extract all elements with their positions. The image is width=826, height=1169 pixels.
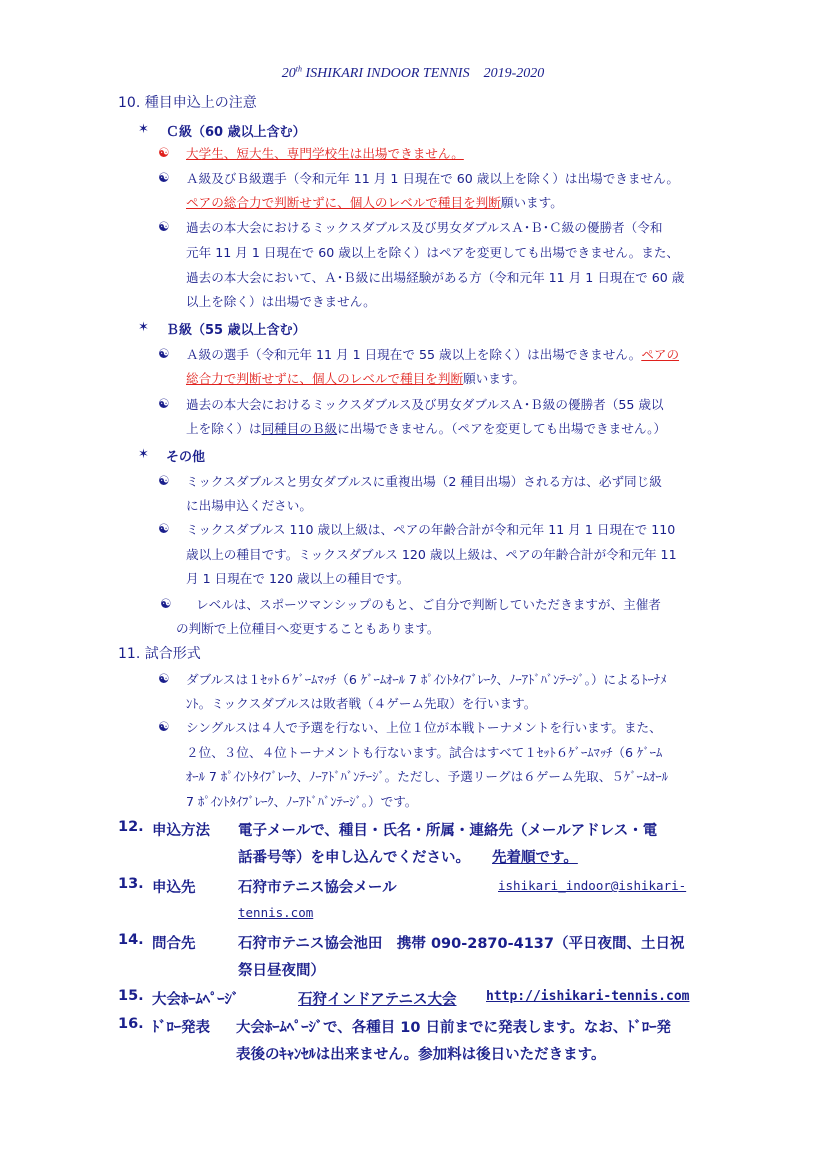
other-item-3-line-2: の判断で上位種目へ変更することもあります。 — [176, 621, 440, 636]
format-item-1-line-2: ﾝﾄ。ミックスダブルスは敗者戦（４ゲーム先取）を行います。 — [186, 696, 537, 711]
section-14-line-1: 石狩市テニス協会池田 携帯 090-2870-4137（平日夜間、土日祝 — [238, 936, 685, 952]
section-10-heading: 10. 種目申込上の注意 — [118, 95, 257, 111]
format-item-2-line-3: ｵｰﾙ 7 ﾎﾟｲﾝﾄﾀｲﾌﾞﾚｰｸ、ﾉｰｱﾄﾞﾊﾞﾝﾃｰｼﾞ。ただし、予選リーグは６ゲーム先取、５ｹﾞｰﾑｵｰﾙ — [186, 769, 668, 784]
section-13-number: 13. — [118, 876, 144, 892]
bullet-icon: ☯ — [158, 171, 170, 186]
section-15-label: 大会ﾎｰﾑﾍﾟｰｼﾞ — [152, 992, 239, 1008]
c-class-item-1: 大学生、短大生、専門学校生は出場できません。 — [186, 146, 464, 161]
contact-email-link-cont[interactable]: tennis.com — [238, 905, 314, 920]
bullet-icon: ☯ — [158, 672, 170, 687]
format-item-1-line-1: ダブルスは１ｾｯﾄ６ｹﾞｰﾑﾏｯﾁ（6 ｹﾞｰﾑｵｰﾙ 7 ﾎﾟｲﾝﾄﾀｲﾌﾞﾚｰｸ、ﾉｰｱﾄﾞﾊﾞﾝﾃｰｼﾞ。）によるﾄｰﾅﾒ — [186, 672, 667, 687]
b-class-item-2-line-2: 上を除く）は同種目のＢ級に出場できません。（ペアを変更しても出場できません。） — [186, 421, 667, 436]
other-item-1-line-1: ミックスダブルスと男女ダブルスに重複出場（2 種目出場）される方は、必ず同じ級 — [186, 474, 662, 489]
c-class-item-3-line-1: 過去の本大会におけるミックスダブルス及び男女ダブルスＡ･Ｂ･Ｃ級の優勝者（令和 — [186, 220, 663, 235]
section-13-text: 石狩市テニス協会メール — [238, 880, 397, 896]
contact-email-link[interactable]: ishikari_indoor@ishikari- — [498, 878, 687, 893]
section-14-line-2: 祭日昼夜間） — [238, 963, 325, 979]
c-class-item-2-line-2: ペアの総合力で判断せずに、個人のレベルで種目を判断願います。 — [186, 195, 563, 210]
other-heading: その他 — [166, 450, 206, 465]
other-item-1-line-2: に出場申込ください。 — [186, 498, 312, 513]
other-item-2-line-3: 月 1 日現在で 120 歳以上の種目です。 — [186, 571, 410, 586]
section-12-line-2: 話番号等）を申し込んでください。 先着順です。 — [238, 850, 578, 866]
b-class-item-1-line-1: Ａ級の選手（令和元年 11 月 1 日現在で 55 歳以上を除く）は出場できません。ペアの — [186, 347, 680, 362]
c-class-item-3-line-4: 以上を除く）は出場できません。 — [186, 294, 376, 309]
star-icon: ✶ — [138, 122, 149, 137]
bullet-icon: ☯ — [158, 474, 170, 489]
format-item-2-line-1: シングルスは４人で予選を行ない、上位１位が本戦トーナメントを行います。また、 — [186, 720, 662, 735]
section-16-number: 16. — [118, 1016, 144, 1032]
other-item-3-line-1: レベルは、スポーツマンシップのもと、ご自分で判断していただきますが、主催者 — [196, 597, 661, 612]
b-class-item-2-line-1: 過去の本大会におけるミックスダブルス及び男女ダブルスＡ･Ｂ級の優勝者（55 歳以 — [186, 397, 664, 412]
other-item-2-line-1: ミックスダブルス 110 歳以上級は、ペアの年齢合計が令和元年 11 月 1 日現在で 110 — [186, 522, 676, 537]
b-class-item-1-line-2: 総合力で判断せずに、個人のレベルで種目を判断願います。 — [186, 371, 526, 386]
section-16-line-2: 表後のｷｬﾝｾﾙは出来ません。参加料は後日いただきます。 — [236, 1047, 606, 1063]
star-icon: ✶ — [138, 447, 149, 462]
section-16-line-1: 大会ﾎｰﾑﾍﾟｰｼﾞで、各種目 10 日前までに発表します。なお、ﾄﾞﾛｰ発 — [236, 1020, 671, 1036]
format-item-2-line-4: 7 ﾎﾟｲﾝﾄﾀｲﾌﾞﾚｰｸ、ﾉｰｱﾄﾞﾊﾞﾝﾃｰｼﾞ。）です。 — [186, 794, 418, 809]
section-12-line-1: 電子メールで、種目・氏名・所属・連絡先（メールアドレス・電 — [238, 823, 658, 839]
bullet-icon: ☯ — [158, 720, 170, 735]
c-class-item-3-line-3: 過去の本大会において、Ａ･Ｂ級に出場経験がある方（令和元年 11 月 1 日現在で 60 歳 — [186, 270, 685, 285]
bullet-icon: ☯ — [158, 522, 170, 537]
homepage-link-text[interactable]: 石狩インドアテニス大会 — [298, 992, 457, 1008]
section-12-label: 申込方法 — [152, 823, 210, 839]
bullet-icon: ☯ — [158, 220, 170, 235]
bullet-icon: ☯ — [158, 397, 170, 412]
section-14-number: 14. — [118, 932, 144, 948]
section-14-label: 問合先 — [152, 936, 196, 952]
bullet-icon: ☯ — [158, 146, 170, 161]
section-13-label: 申込先 — [152, 880, 196, 896]
section-16-label: ﾄﾞﾛｰ発表 — [152, 1020, 210, 1036]
c-class-heading: Ｃ級（60 歳以上含む） — [166, 125, 306, 140]
section-12-number: 12. — [118, 819, 144, 835]
section-11-heading: 11. 試合形式 — [118, 646, 201, 662]
section-15-number: 15. — [118, 988, 144, 1004]
b-class-heading: Ｂ級（55 歳以上含む） — [166, 323, 306, 338]
c-class-item-3-line-2: 元年 11 月 1 日現在で 60 歳以上を除く）はペアを変更しても出場できません。また、 — [186, 245, 680, 260]
document-title: 20th ISHIKARI INDOOR TENNIS 2019-2020 — [281, 64, 545, 81]
other-item-2-line-2: 歳以上の種目です。ミックスダブルス 120 歳以上級は、ペアの年齢合計が令和元年 11 — [186, 547, 677, 562]
bullet-icon: ☯ — [160, 597, 172, 612]
homepage-url-link[interactable]: http://ishikari-tennis.com — [486, 989, 690, 1004]
c-class-item-2-line-1: Ａ級及びＢ級選手（令和元年 11 月 1 日現在で 60 歳以上を除く）は出場できません。 — [186, 171, 680, 186]
bullet-icon: ☯ — [158, 347, 170, 362]
format-item-2-line-2: ２位、３位、４位トーナメントも行ないます。試合はすべて１ｾｯﾄ６ｹﾞｰﾑﾏｯﾁ（6 ｹﾞｰﾑ — [186, 745, 663, 760]
star-icon: ✶ — [138, 320, 149, 335]
